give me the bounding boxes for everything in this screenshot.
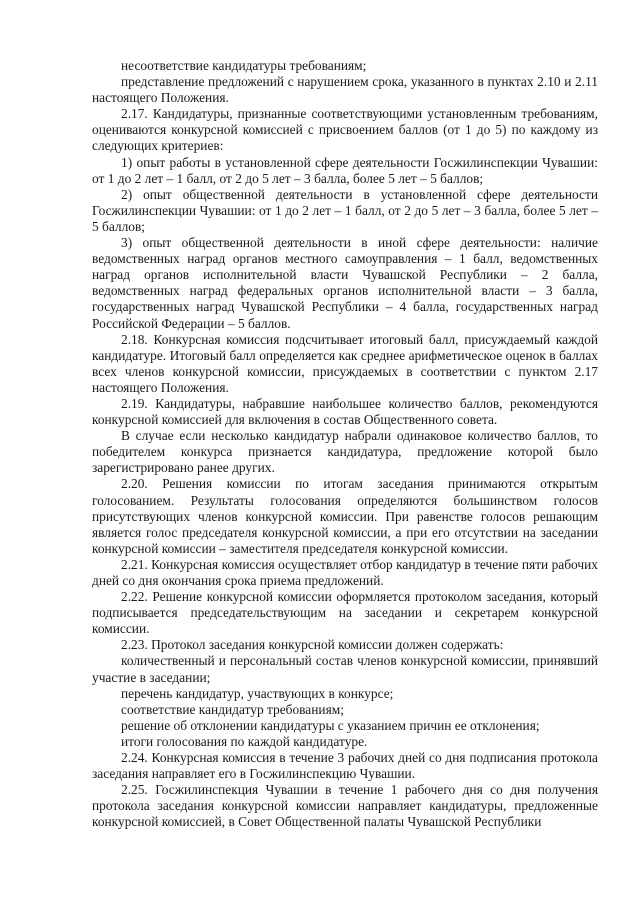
paragraph-2-24: 2.24. Конкурсная комиссия в течение 3 рабочих дней со дня подписания протокола заседания направляет его в Госжилинспекцию Чувашии. (92, 750, 598, 782)
protocol-item-compliance: соответствие кандидатур требованиям; (121, 701, 344, 717)
criterion-1: 1) опыт работы в установленной сфере деятельности Госжилинспекции Чувашии: от 1 до 2 лет – 1 балл, от 2 до 5 лет – 3 балла, более 5 лет – 5 баллов; (92, 154, 598, 186)
criterion-3: 3) опыт общественной деятельности в иной сфере деятельности: наличие ведомственных наград органов местного самоуправления – 1 балл, ведомственных наград органов исполнительной власти Чувашской Республики – 2 балла, ведомственных наград федеральных органов исполнительной власти – 3 балла, государственных наград Чувашской Республики – 4 балла, государственных наград Российской Федерации – 5 баллов. (92, 235, 598, 331)
protocol-item-candidate-list: перечень кандидатур, участвующих в конкурсе; (121, 685, 394, 701)
document-page (92, 58, 598, 831)
paragraph-2-20: 2.20. Решения комиссии по итогам заседания принимаются открытым голосованием. Результаты голосования определяются большинством голосов присутствующих членов конкурсной комиссии. При равенстве голосов решающим является голос председателя конкурсной комиссии, а при его отсутствии на заседании конкурсной комиссии – заместителя председателя конкурсной комиссии. (92, 476, 598, 556)
paragraph-2-21: 2.21. Конкурсная комиссия осуществляет отбор кандидатур в течение пяти рабочих дней со дня окончания срока приема предложений. (92, 556, 598, 588)
protocol-item-composition: количественный и персональный состав членов конкурсной комиссии, принявший участие в заседании; (92, 653, 598, 685)
paragraph-2-23: 2.23. Протокол заседания конкурсной комиссии должен содержать: (121, 637, 504, 653)
paragraph-noncompliance: несоответствие кандидатуры требованиям; (121, 58, 367, 73)
paragraph-tie-rule: В случае если несколько кандидатур набрали одинаковое количество баллов, то победителем конкурса признается кандидатура, предложение которой было зарегистрировано ранее других. (92, 428, 598, 476)
protocol-item-rejection: решение об отклонении кандидатуры с указанием причин ее отклонения; (121, 717, 540, 733)
paragraph-2-17: 2.17. Кандидатуры, признанные соответствующими установленным требованиям, оцениваются конкурсной комиссией с присвоением баллов (от 1 до 5) по каждому из следующих критериев: (92, 106, 598, 154)
protocol-item-vote-results: итоги голосования по каждой кандидатуре. (121, 733, 368, 749)
paragraph-2-25: 2.25. Госжилинспекция Чувашии в течение 1 рабочего дня со дня получения протокола заседания конкурсной комиссии направляет кандидатуры, предложенные конкурсной комиссией, в Совет Общественной палаты Чувашской Республики (92, 782, 598, 830)
criterion-2: 2) опыт общественной деятельности в установленной сфере деятельности Госжилинспекции Чувашии: от 1 до 2 лет – 1 балл, от 2 до 5 лет – 3 балла, более 5 лет – 5 баллов; (92, 186, 598, 234)
paragraph-2-22: 2.22. Решение конкурсной комиссии оформляется протоколом заседания, который подписывается председательствующим на заседании и секретарем конкурсной комиссии. (92, 589, 598, 637)
paragraph-late-submission: представление предложений с нарушением срока, указанного в пунктах 2.10 и 2.11 настоящего Положения. (92, 74, 598, 106)
paragraph-2-19: 2.19. Кандидатуры, набравшие наибольшее количество баллов, рекомендуются конкурсной комиссией для включения в состав Общественного совета. (92, 395, 598, 428)
paragraph-2-18: 2.18. Конкурсная комиссия подсчитывает итоговый балл, присуждаемый каждой кандидатуре. Итоговый балл определяется как среднее арифметическое оценок в баллах всех членов конкурсной комиссии, присуждаемых в соответствии с пунктом 2.17 настоящего Положения. (92, 331, 598, 395)
